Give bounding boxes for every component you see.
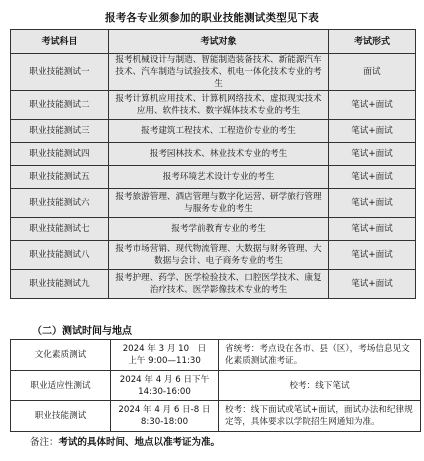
table-row (11, 54, 416, 91)
subject-cell: 职业技能测试六 (11, 189, 109, 218)
subject-cell: 职业技能测试九 (11, 270, 109, 299)
subject-cell: 职业技能测试五 (11, 166, 109, 189)
section-heading: （二）测试时间与地点 (32, 326, 132, 337)
table-row (11, 143, 416, 166)
table-row (11, 241, 416, 270)
table-row (11, 91, 416, 120)
schedule-table (10, 339, 421, 432)
time-date: 2024 年 4 月 6 日下午 (119, 374, 210, 385)
subject-cell: 职业技能测试四 (11, 143, 109, 166)
table-row (11, 270, 416, 299)
table-row (11, 340, 421, 371)
time-cell (111, 401, 219, 432)
time-range: 14:30-16:00 (138, 386, 191, 397)
target-cell: 报考计算机应用技术、计算机网络技术、虚拟现实技术应用、软件技术、数字媒体技术专业的考生 (109, 91, 329, 120)
table-header-row (11, 30, 416, 54)
header-subject: 考试科目 (11, 30, 109, 54)
format-cell: 笔试+面试 (329, 241, 416, 270)
target-cell: 报考园林技术、林业技术专业的考生 (109, 143, 329, 166)
subject-cell: 职业技能测试二 (11, 91, 109, 120)
target-cell: 报考市场营销、现代物流管理、大数据与财务管理、大数据与会计、电子商务专业的考生 (109, 241, 329, 270)
time-range: 8:30-18:00 (140, 417, 189, 427)
footnote (30, 434, 220, 448)
target-cell: 报考建筑工程技术、工程造价专业的考生 (109, 120, 329, 143)
format-cell: 笔试+面试 (329, 166, 416, 189)
test-name-cell: 文化素质测试 (11, 340, 111, 371)
subject-cell: 职业技能测试三 (11, 120, 109, 143)
target-cell: 报考机械设计与制造、智能制造装备技术、新能源汽车技术、汽车制造与试验技术、机电一体化技术专业的考生 (109, 54, 329, 91)
format-cell: 面试 (329, 54, 416, 91)
place-cell: 省统考：考点设在各市、县（区），考场信息见文化素质测试准考证。 (219, 340, 421, 371)
format-cell: 笔试+面试 (329, 91, 416, 120)
table-row (11, 371, 421, 401)
test-name-cell: 职业适应性测试 (11, 371, 111, 401)
time-cell (111, 340, 219, 371)
place-cell: 校考：线下笔试 (219, 371, 421, 401)
test-name-cell: 职业技能测试 (11, 401, 111, 432)
subject-cell: 职业技能测试八 (11, 241, 109, 270)
header-target: 考试对象 (109, 30, 329, 54)
page-title: 报考各专业须参加的职业技能测试类型见下表 (105, 12, 319, 24)
target-cell: 报考学前教育专业的考生 (109, 218, 329, 241)
target-cell: 报考旅游管理、酒店管理与数字化运营、研学旅行管理与服务专业的考生 (109, 189, 329, 218)
table-row (11, 189, 416, 218)
format-cell: 笔试+面试 (329, 120, 416, 143)
format-cell: 笔试+面试 (329, 189, 416, 218)
table-row (11, 120, 416, 143)
table-row (11, 401, 421, 432)
format-cell: 笔试+面试 (329, 270, 416, 299)
note-text: 考试的具体时间、地点以准考证为准。 (58, 437, 221, 448)
time-date: 2024 年 3 月 10 日 (122, 344, 207, 354)
target-cell: 报考护理、药学、医学检验技术、口腔医学技术、康复治疗技术、医学影像技术专业的考生 (109, 270, 329, 299)
note-label: 备注： (30, 437, 59, 448)
table-row (11, 218, 416, 241)
table-row (11, 166, 416, 189)
place-cell: 校考：线下面试或笔试+面试，面试办法和纪律规定等，具体要求以学院招生网通知为准。 (219, 401, 421, 432)
time-cell (111, 371, 219, 401)
header-format: 考试形式 (329, 30, 416, 54)
subject-cell: 职业技能测试七 (11, 218, 109, 241)
time-range: 上午 9:00—11:30 (128, 356, 201, 366)
skill-test-table (10, 29, 416, 299)
format-cell: 笔试+面试 (329, 143, 416, 166)
time-date: 2024 年 4 月 6 日-8 日 (118, 405, 211, 415)
subject-cell: 职业技能测试一 (11, 54, 109, 91)
format-cell: 笔试+面试 (329, 218, 416, 241)
target-cell: 报考环境艺术设计专业的考生 (109, 166, 329, 189)
